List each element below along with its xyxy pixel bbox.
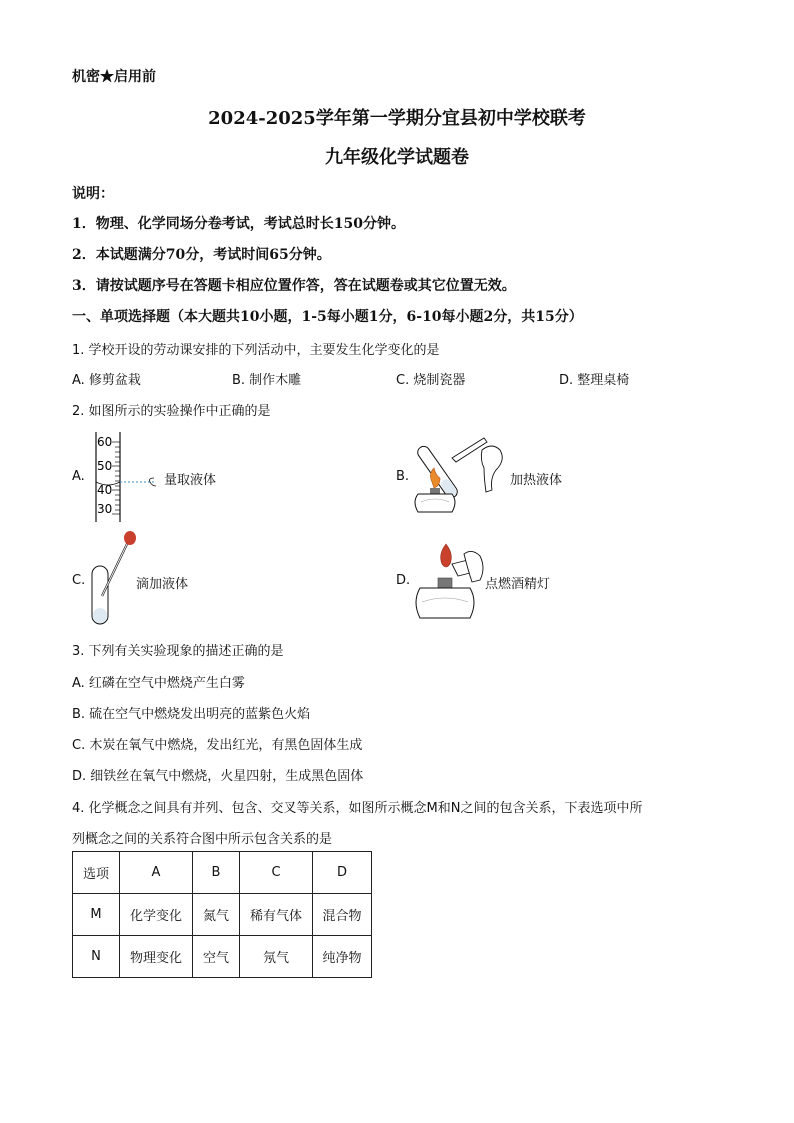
q2-letter-d: D.: [396, 573, 411, 588]
q2-caption-b: 加热液体: [510, 473, 563, 488]
instruction-item-1: 1．物理、化学同场分卷考试，考试总时长150分钟。: [72, 216, 405, 232]
table-cell: C: [240, 852, 313, 894]
table-cell: M: [73, 894, 120, 936]
q2-letter-b: B.: [396, 469, 410, 484]
q2-caption-d: 点燃酒精灯: [485, 577, 551, 592]
q3-option-b: B. 硫在空气中燃烧发出明亮的蓝紫色火焰: [72, 707, 311, 722]
q2-caption-c: 滴加液体: [136, 577, 189, 592]
q4-stem-line2: 列概念之间的关系符合图中所示包含关系的是: [72, 832, 333, 847]
table-cell: 混合物: [313, 894, 372, 936]
cylinder-tick-60: 60: [97, 435, 113, 449]
cylinder-tick-50: 50: [97, 459, 113, 473]
q2-caption-a: 量取液体: [164, 473, 217, 488]
q3-option-c: C. 木炭在氧气中燃烧，发出红光，有黑色固体生成: [72, 738, 363, 753]
heating-liquid-illustration: [412, 430, 512, 522]
cylinder-tick-30: 30: [97, 502, 113, 516]
table-row: [73, 936, 372, 978]
q2-letter-a: A.: [72, 469, 85, 484]
confidential-label: 机密★启用前: [72, 69, 156, 85]
exam-title: 2024-2025学年第一学期分宜县初中学校联考: [208, 108, 586, 129]
alcohol-lamp-illustration: [412, 540, 492, 626]
exam-subtitle: 九年级化学试题卷: [325, 147, 469, 168]
q4-stem-line1: 4. 化学概念之间具有并列、包含、交叉等关系，如图所示概念M和N之间的包含关系，下表选项中所: [72, 801, 643, 816]
table-cell: 化学变化: [120, 894, 193, 936]
q2-stem: 2. 如图所示的实验操作中正确的是: [72, 404, 271, 419]
table-cell: D: [313, 852, 372, 894]
table-cell: A: [120, 852, 193, 894]
measuring-cylinder-illustration: [88, 430, 168, 525]
q1-option-b: B. 制作木雕: [232, 373, 302, 388]
table-cell: 纯净物: [313, 936, 372, 978]
q3-option-d: D. 细铁丝在氧气中燃烧，火星四射，生成黑色固体: [72, 769, 364, 784]
q3-stem: 3. 下列有关实验现象的描述正确的是: [72, 644, 284, 659]
section-heading: 一、单项选择题（本大题共10小题，1-5每小题1分，6-10每小题2分，共15分）: [72, 309, 583, 325]
table-cell: 空气: [193, 936, 240, 978]
table-row: [73, 852, 372, 894]
table-cell: 物理变化: [120, 936, 193, 978]
table-cell: 稀有气体: [240, 894, 313, 936]
table-cell: B: [193, 852, 240, 894]
table-row: [73, 894, 372, 936]
q1-option-a: A. 修剪盆栽: [72, 373, 141, 388]
q2-letter-c: C.: [72, 573, 86, 588]
instruction-item-3: 3．请按试题序号在答题卡相应位置作答，答在试题卷或其它位置无效。: [72, 278, 516, 294]
q4-options-table: [72, 851, 372, 978]
table-cell: N: [73, 936, 120, 978]
table-cell: 选项: [73, 852, 120, 894]
table-cell: 氮气: [193, 894, 240, 936]
table-cell: 氖气: [240, 936, 313, 978]
q1-option-c: C. 烧制瓷器: [396, 373, 466, 388]
q1-option-d: D. 整理桌椅: [559, 373, 630, 388]
instructions-heading: 说明：: [72, 186, 114, 202]
q3-option-a: A. 红磷在空气中燃烧产生白雾: [72, 676, 245, 691]
cylinder-tick-40: 40: [97, 483, 113, 497]
q1-stem: 1. 学校开设的劳动课安排的下列活动中，主要发生化学变化的是: [72, 343, 440, 358]
instruction-item-2: 2．本试题满分70分，考试时间65分钟。: [72, 247, 331, 263]
